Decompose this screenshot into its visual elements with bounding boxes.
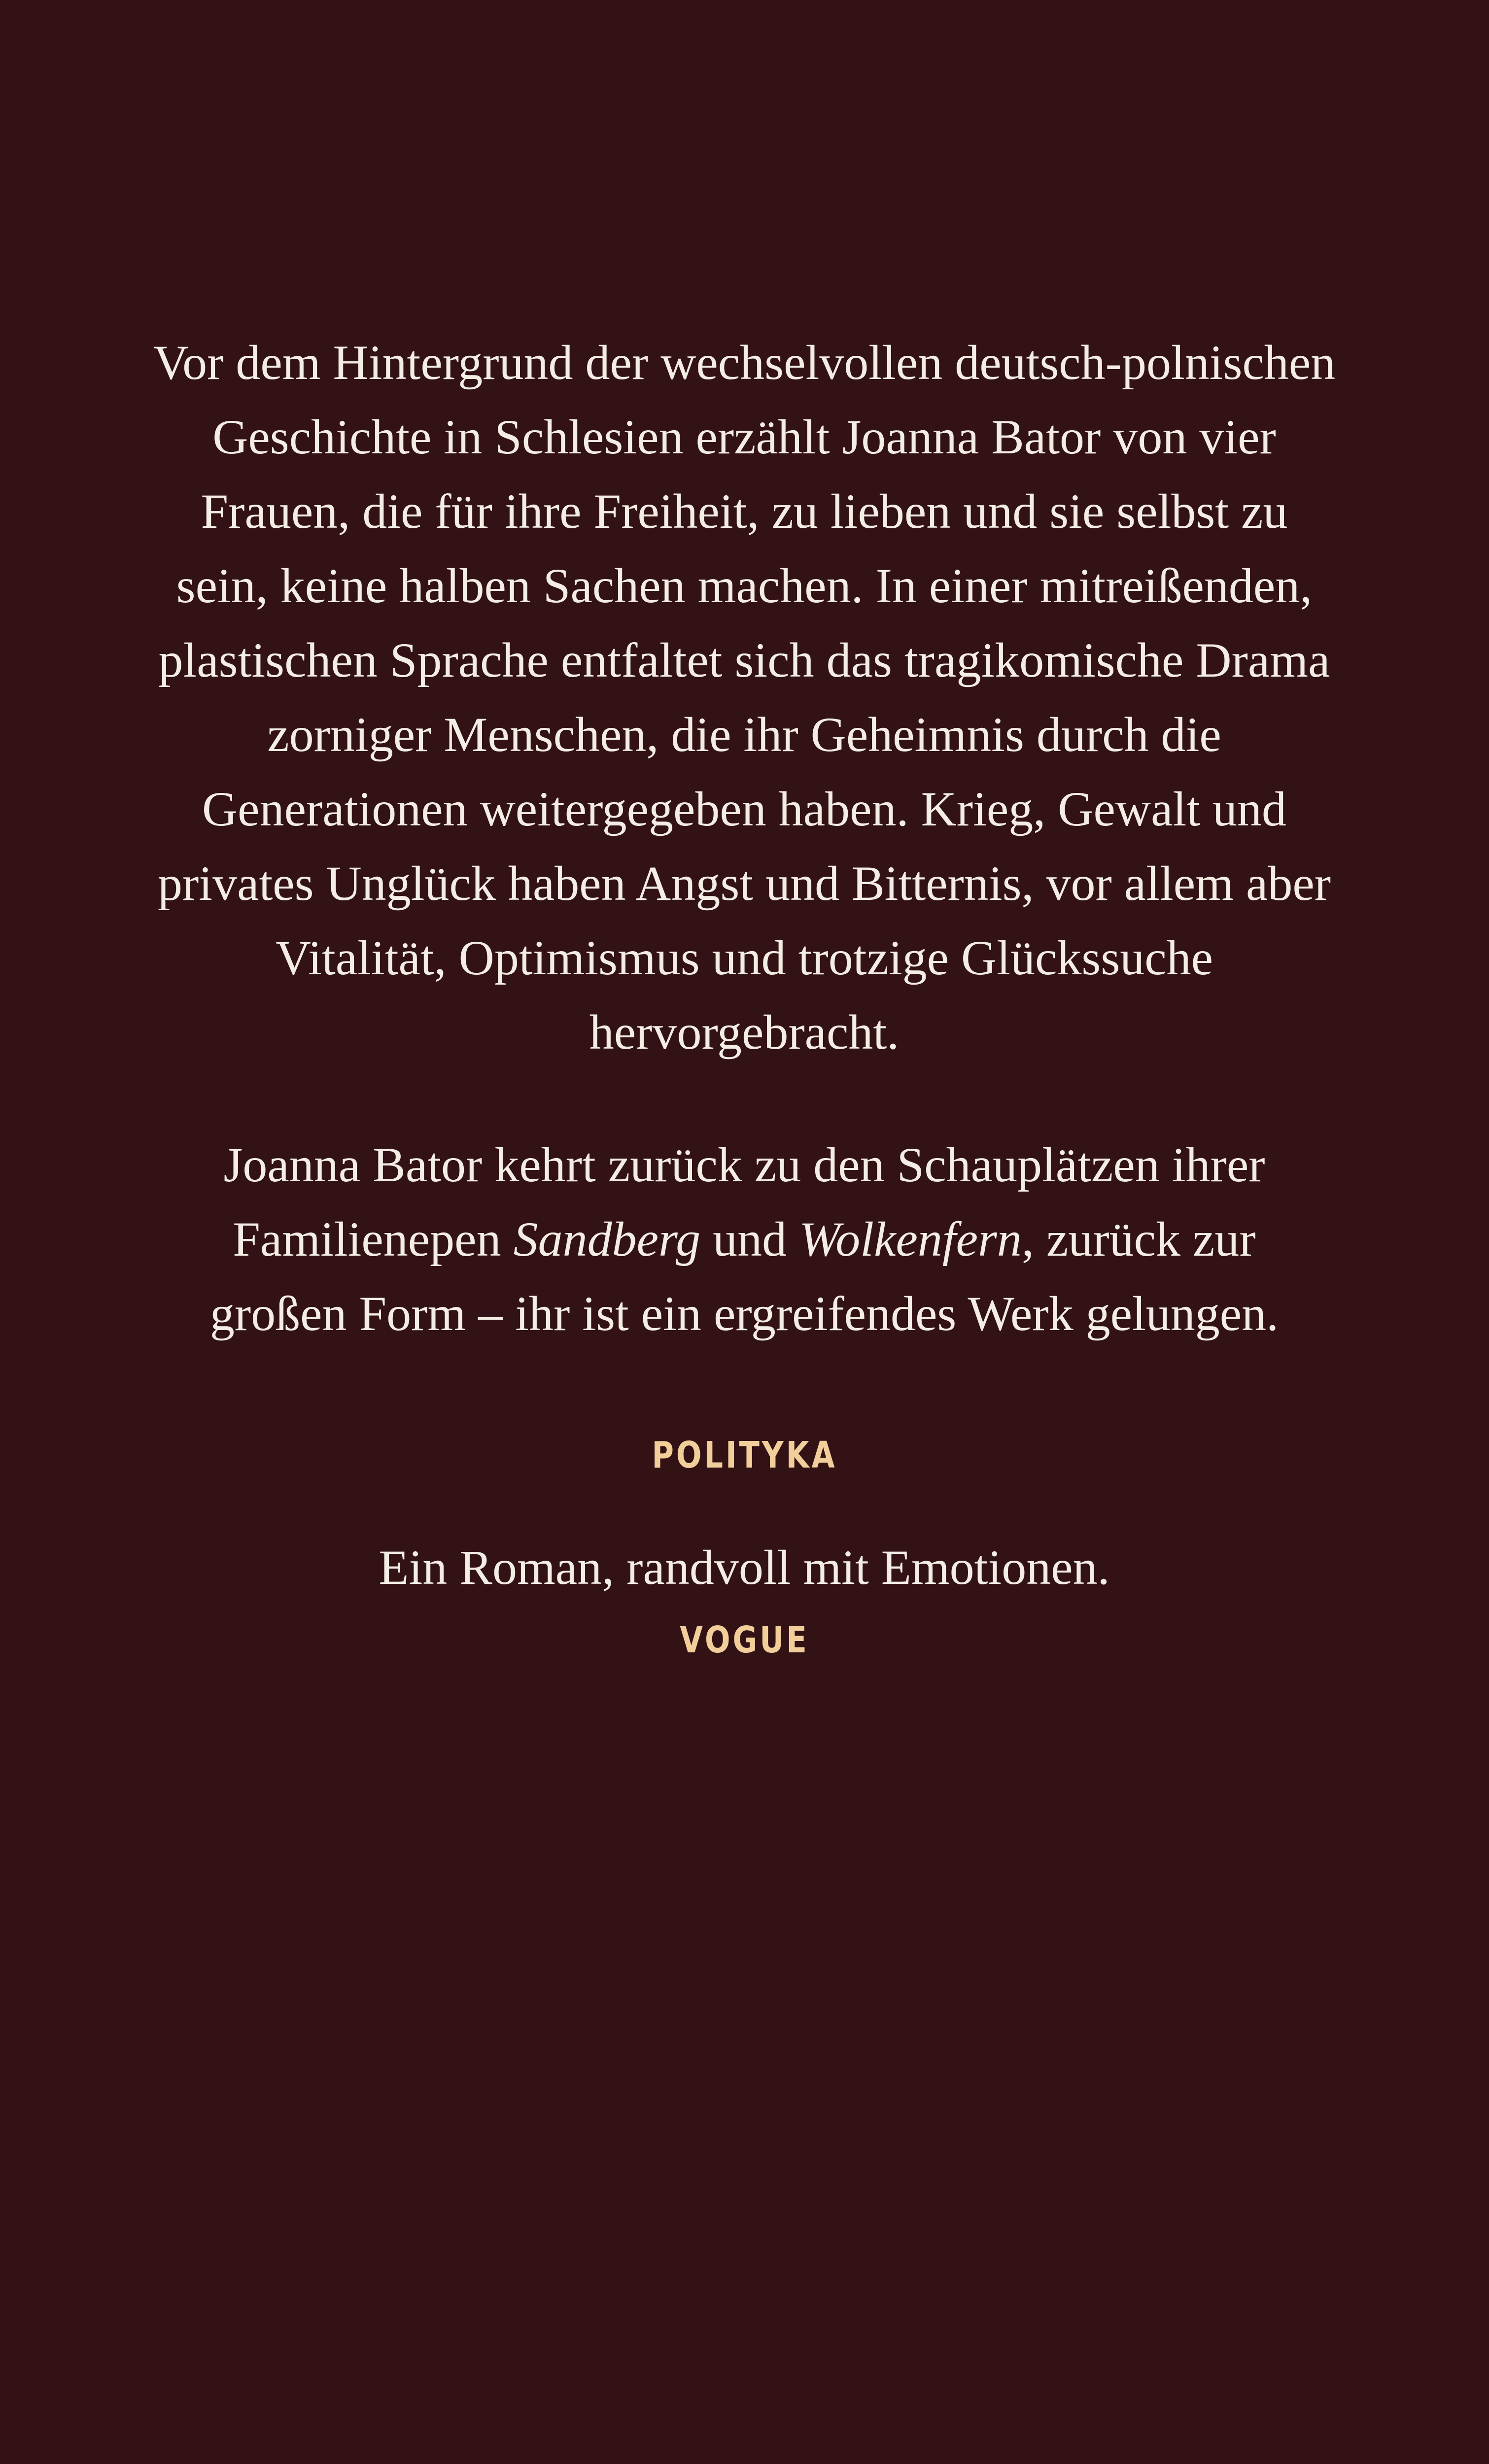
quote-text: Joanna Bator kehrt zurück zu den Schauplätzen ihrer Familienepen xyxy=(223,1137,1265,1266)
quote-text: und xyxy=(700,1212,799,1266)
quote-text: , zurück zur großen Form – ihr ist ein ergreifendes Werk gelungen. xyxy=(209,1212,1279,1341)
book-description: Vor dem Hintergrund der wechselvollen deutsch-polnischen Geschichte in Schlesien erzählt Joanna Bator von vier Frauen, die für ihre Freiheit, zu lieben und sie selbst zu sein, keine halben Sachen machen. In einer mitreißenden, plastischen Sprache entfaltet sich das tragikomische Drama zorniger Menschen, die ihr Geheimnis durch die Generationen weitergegeben haben. Krieg, Gewalt und privates Unglück haben Angst und Bitternis, vor allem aber Vitalität, Optimismus und trotzige Glückssuche hervorgebracht. xyxy=(153,335,1336,1060)
book-title-wolkenfern: Wolkenfern xyxy=(799,1212,1022,1266)
review-quote-polityka xyxy=(197,1128,1291,1351)
review-source-polityka: POLITYKA xyxy=(652,1434,837,1476)
book-title-sandberg: Sandberg xyxy=(513,1212,701,1266)
review-source-vogue: VOGUE xyxy=(680,1619,809,1661)
review-quote-vogue: Ein Roman, randvoll mit Emotionen. xyxy=(379,1540,1110,1595)
